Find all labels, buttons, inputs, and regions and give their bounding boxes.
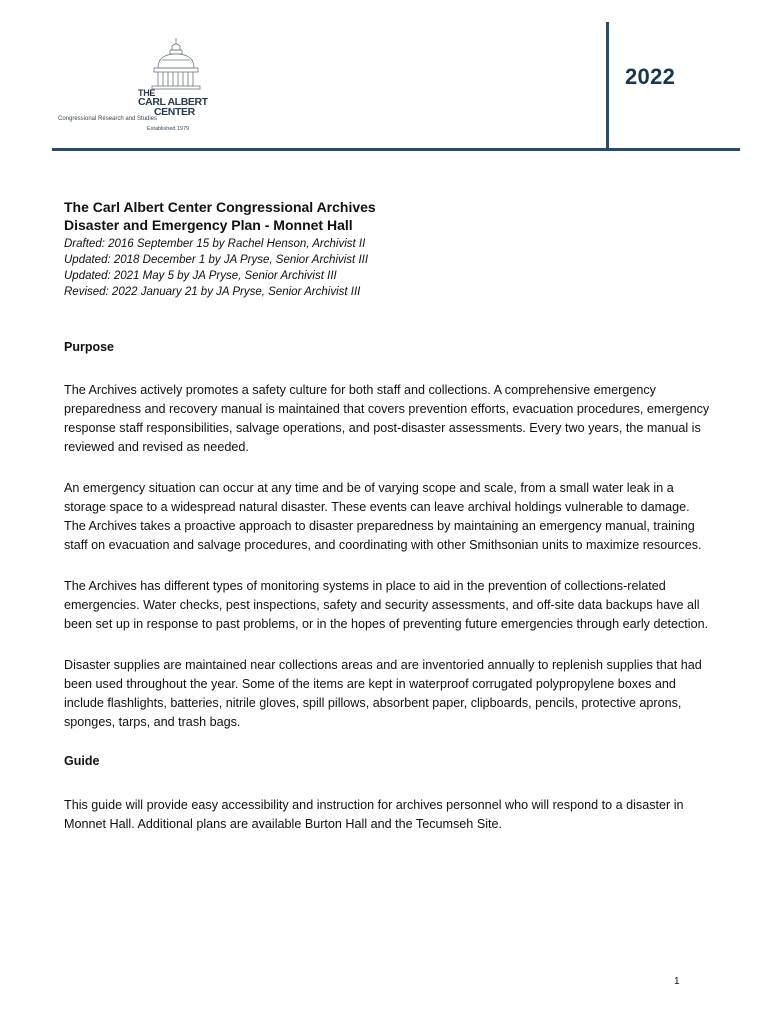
revision-line: Revised: 2022 January 21 by JA Pryse, Senior Archivist III	[64, 286, 361, 298]
revision-line: Updated: 2021 May 5 by JA Pryse, Senior Archivist III	[64, 270, 337, 282]
page-number: 1	[674, 976, 680, 987]
logo-text-center: CENTER	[154, 106, 195, 118]
header-year: 2022	[625, 64, 676, 89]
revision-line: Updated: 2018 December 1 by JA Pryse, Senior Archivist III	[64, 254, 369, 266]
purpose-heading: Purpose	[64, 340, 115, 354]
logo-text-the: THE	[138, 88, 156, 98]
document-title-line-2: Disaster and Emergency Plan - Monnet Hall	[64, 217, 353, 233]
revision-history	[64, 236, 714, 300]
document-title-line-1: The Carl Albert Center Congressional Archives	[64, 199, 376, 215]
logo-subtitle: Congressional Research and Studies	[58, 116, 158, 122]
purpose-paragraph: Disaster supplies are maintained near collections areas and are inventoried annually to replenish supplies that had been used throughout the year. Some of the items are kept in waterproof corrugated polypropylene boxes and include flashlights, batteries, nitrile gloves, spill pillows, absorbent paper, clipboards, pencils, protective aprons, sponges, tarps, and trash bags.	[64, 658, 702, 729]
purpose-paragraph: An emergency situation can occur at any time and be of varying scope and scale, from a small water leak in a storage space to a widespread natural disaster. These events can leave archival holdings vulnerable to damage. The Archives takes a proactive approach to disaster preparedness by maintaining an emergency manual, training staff on evacuation and salvage procedures, and coordinating with other Smithsonian units to maximize resources.	[64, 481, 702, 552]
carl-albert-center-logo	[54, 36, 214, 136]
purpose-paragraph: The Archives actively promotes a safety culture for both staff and collections. A comprehensive emergency preparedness and recovery manual is maintained that covers prevention efforts, evacuation procedures, emergency response staff responsibilities, salvage operations, and post-disaster assessments. Every two years, the manual is reviewed and revised as needed.	[64, 383, 710, 454]
purpose-paragraph: The Archives has different types of monitoring systems in place to aid in the prevention of collections-related emergencies. Water checks, pest inspections, safety and security assessments, and off-site data backups have all been set up in response to past problems, or in the hopes of preventing future emergencies through early detection.	[64, 579, 709, 631]
guide-paragraph: This guide will provide easy accessibility and instruction for archives personnel who will respond to a disaster in Monnet Hall. Additional plans are available Burton Hall and the Tecumseh Site.	[64, 798, 684, 831]
header-vertical-rule	[606, 22, 609, 150]
revision-line: Drafted: 2016 September 15 by Rachel Henson, Archivist II	[64, 238, 366, 250]
logo-established: Established 1979	[147, 126, 190, 132]
guide-heading: Guide	[64, 754, 100, 768]
header-horizontal-rule	[52, 148, 740, 151]
document-body	[64, 198, 714, 834]
logo-text-carl-albert: CARL ALBERT	[138, 96, 208, 108]
